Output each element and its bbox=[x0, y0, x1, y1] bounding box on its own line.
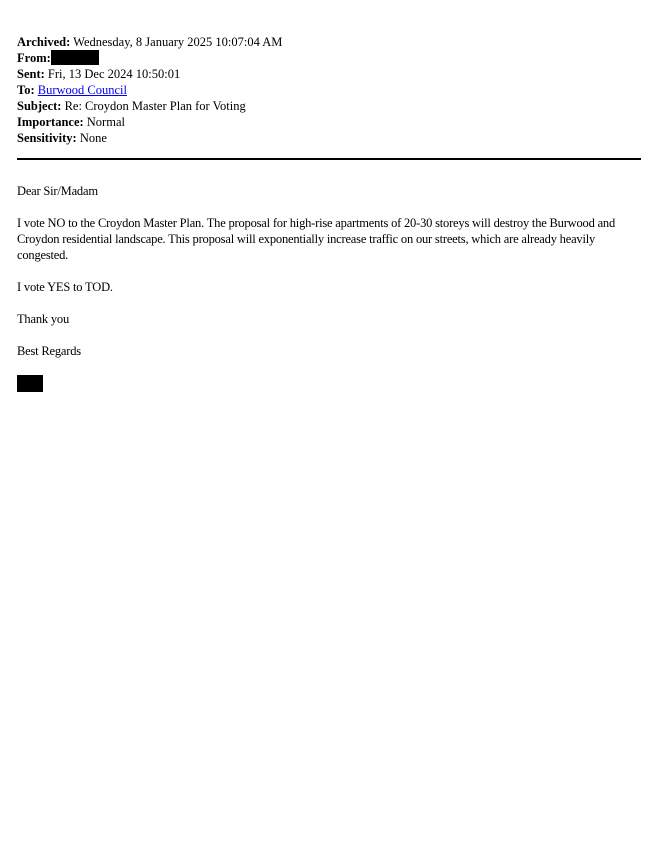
email-printout bbox=[17, 34, 641, 392]
subject-row bbox=[17, 98, 641, 114]
importance-row bbox=[17, 114, 641, 130]
subject-value: Re: Croydon Master Plan for Voting bbox=[64, 99, 246, 113]
thanks-line: Thank you bbox=[17, 312, 70, 326]
body-paragraph-2: I vote YES to TOD. bbox=[17, 280, 113, 294]
from-redaction bbox=[51, 50, 99, 65]
from-label: From: bbox=[17, 51, 51, 65]
sensitivity-row bbox=[17, 130, 641, 146]
sensitivity-label: Sensitivity: bbox=[17, 131, 77, 145]
closing-line: Best Regards bbox=[17, 344, 81, 358]
greeting: Dear Sir/Madam bbox=[17, 184, 98, 198]
archived-value: Wednesday, 8 January 2025 10:07:04 AM bbox=[73, 35, 283, 49]
sensitivity-value: None bbox=[79, 131, 107, 145]
email-body bbox=[17, 183, 641, 392]
header-divider bbox=[17, 158, 641, 160]
body-paragraph-1: I vote NO to the Croydon Master Plan. The proposal for high-rise apartments of 20-30 storeys will destroy the Burwood and Croydon residential landscape. This proposal will exponentially increase traffic on our streets, which are already heavily congested. bbox=[17, 216, 616, 262]
sent-row bbox=[17, 66, 641, 82]
to-row bbox=[17, 82, 641, 98]
importance-label: Importance: bbox=[17, 115, 84, 129]
sent-value: Fri, 13 Dec 2024 10:50:01 bbox=[47, 67, 181, 81]
to-link[interactable]: Burwood Council bbox=[37, 83, 127, 97]
archived-label: Archived: bbox=[17, 35, 71, 49]
sent-label: Sent: bbox=[17, 67, 45, 81]
to-label: To: bbox=[17, 83, 35, 97]
importance-value: Normal bbox=[86, 115, 125, 129]
from-row bbox=[17, 50, 641, 66]
archived-row bbox=[17, 34, 641, 50]
signature-redaction bbox=[17, 375, 43, 392]
subject-label: Subject: bbox=[17, 99, 62, 113]
